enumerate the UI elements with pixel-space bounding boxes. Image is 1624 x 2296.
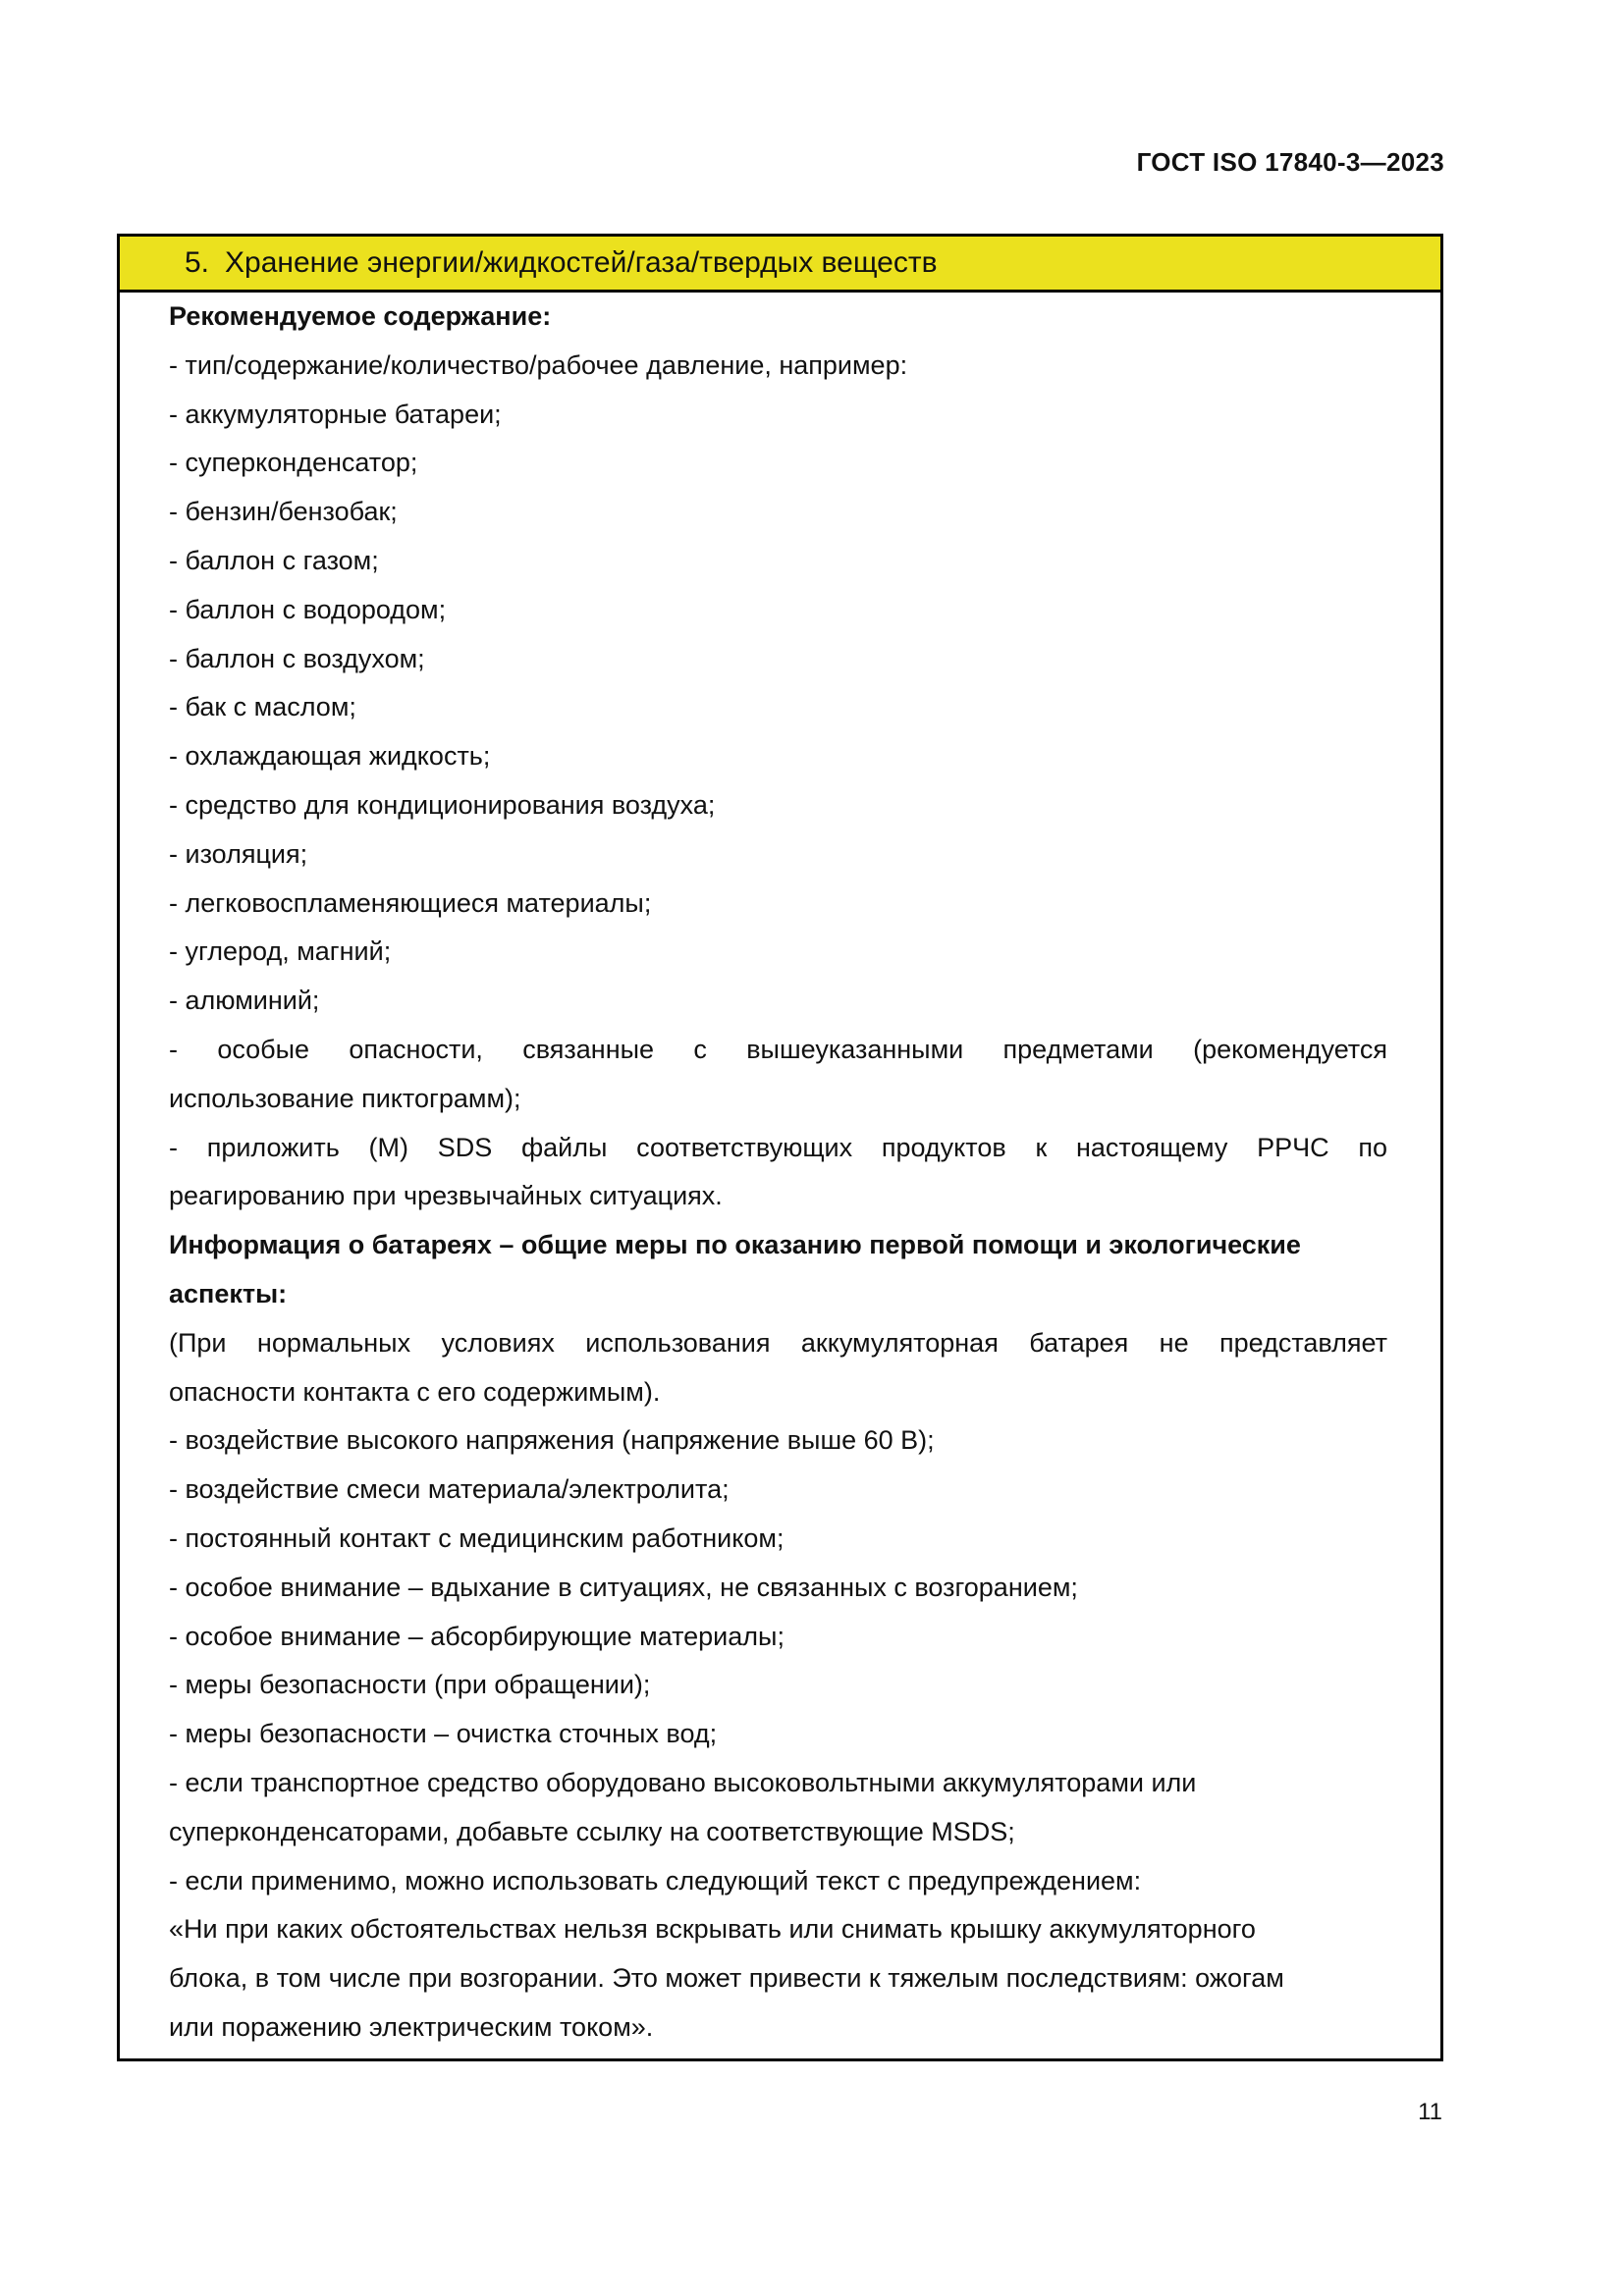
- content-line: - если транспортное средство оборудовано высоковольтными аккумуляторами или: [169, 1767, 1197, 1797]
- page-number: 11: [1418, 2099, 1442, 2125]
- content-line: - тип/содержание/количество/рабочее давление, например:: [169, 349, 908, 380]
- content-line: - особое внимание – вдыхание в ситуациях, не связанных с возгоранием;: [169, 1572, 1078, 1602]
- content-line: - охлаждающая жидкость;: [169, 741, 491, 772]
- section-title-bar: [120, 237, 1440, 293]
- content-line: опасности контакта с его содержимым).: [169, 1376, 661, 1407]
- content-line: «Ни при каких обстоятельствах нельзя вскрывать или снимать крышку аккумуляторного: [169, 1914, 1256, 1945]
- content-line: суперконденсаторами, добавьте ссылку на соответствующие MSDS;: [169, 1816, 1015, 1846]
- section-title: Хранение энергии/жидкостей/газа/твердых веществ: [225, 246, 938, 279]
- content-line: - легковоспламеняющиеся материалы;: [169, 887, 652, 918]
- content-line: - бак с маслом;: [169, 692, 356, 722]
- content-line: - суперконденсатор;: [169, 448, 418, 478]
- content-line: использование пиктограмм);: [169, 1083, 521, 1113]
- section-content: [120, 293, 1440, 2053]
- content-line: - особые опасности, связанные с вышеуказанными предметами (рекомендуется: [169, 1034, 1387, 1064]
- content-line: - приложить (М) SDS файлы соответствующих продуктов к настоящему РРЧС по: [169, 1132, 1387, 1162]
- content-line: - баллон с водородом;: [169, 594, 447, 624]
- content-line: - если применимо, можно использовать следующий текст с предупреждением:: [169, 1865, 1142, 1896]
- content-line: реагированию при чрезвычайных ситуациях.: [169, 1181, 723, 1211]
- content-line: аспекты:: [169, 1278, 288, 1308]
- content-line: - аккумуляторные батареи;: [169, 399, 502, 429]
- content-line: - воздействие смеси материала/электролита;: [169, 1474, 730, 1505]
- content-line: - средство для кондиционирования воздуха;: [169, 789, 716, 820]
- content-line: - баллон с воздухом;: [169, 643, 425, 673]
- content-line: Рекомендуемое содержание:: [169, 301, 552, 331]
- content-line: - углерод, магний;: [169, 936, 392, 967]
- content-line: - меры безопасности – очистка сточных вод;: [169, 1719, 718, 1749]
- content-line: или поражению электрическим током».: [169, 2011, 654, 2042]
- content-line: Информация о батареях – общие меры по оказанию первой помощи и экологические: [169, 1230, 1301, 1260]
- section-box: [117, 234, 1443, 2061]
- content-line: - постоянный контакт с медицинским работником;: [169, 1522, 785, 1553]
- content-line: - изоляция;: [169, 838, 308, 869]
- content-line: - бензин/бензобак;: [169, 497, 398, 527]
- content-line: - алюминий;: [169, 986, 320, 1016]
- content-line: - воздействие высокого напряжения (напряжение выше 60 В);: [169, 1425, 935, 1456]
- document-header: ГОСТ ISO 17840-3—2023: [1136, 147, 1444, 177]
- section-number: 5.: [185, 246, 210, 279]
- content-line: - особое внимание – абсорбирующие материалы;: [169, 1621, 785, 1651]
- content-line: - баллон с газом;: [169, 545, 379, 575]
- content-line: блока, в том числе при возгорании. Это может привести к тяжелым последствиям: ожогам: [169, 1963, 1284, 1994]
- content-line: - меры безопасности (при обращении);: [169, 1670, 651, 1700]
- content-line: (При нормальных условиях использования аккумуляторная батарея не представляет: [169, 1327, 1387, 1358]
